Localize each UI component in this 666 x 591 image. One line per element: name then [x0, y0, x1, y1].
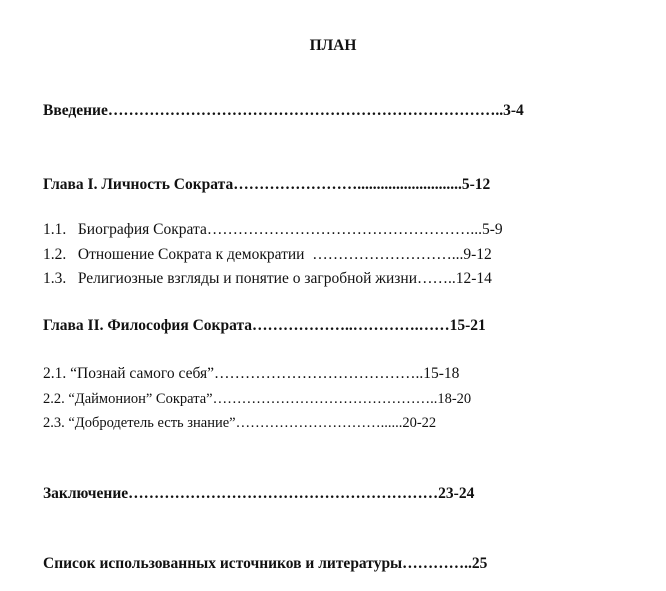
page-title: ПЛАН — [309, 37, 357, 54]
toc-entry-bibliography: Список использованных источников и литературы…………..25 — [43, 555, 488, 572]
toc-entry-1-2: 1.2. Отношение Сократа к демократии ………………………...9-12 — [43, 246, 492, 263]
toc-entry-chapter-1: Глава I. Личность Сократа……………………...........................5-12 — [43, 176, 491, 193]
toc-entry-chapter-2: Глава II. Философия Сократа………………..………….……15-21 — [43, 317, 486, 334]
toc-entry-2-2: 2.2. “Даймонион” Сократа”………………………………………..18-20 — [43, 391, 472, 407]
toc-entry-1-1: 1.1. Биография Сократа……………………………………………...5-9 — [43, 221, 503, 238]
toc-entry-2-1: 2.1. “Познай самого себя”…………………………………..15-18 — [43, 365, 460, 382]
toc-entry-2-3: 2.3. “Добродетель есть знание”…………………………......20-22 — [43, 415, 437, 431]
toc-entry-1-3: 1.3. Религиозные взгляды и понятие о загробной жизни……..12-14 — [43, 270, 492, 287]
toc-entry-introduction: Введение…………………………………………………………………..3-4 — [43, 102, 524, 119]
toc-entry-conclusion: Заключение……………………………………………………23-24 — [43, 485, 475, 502]
